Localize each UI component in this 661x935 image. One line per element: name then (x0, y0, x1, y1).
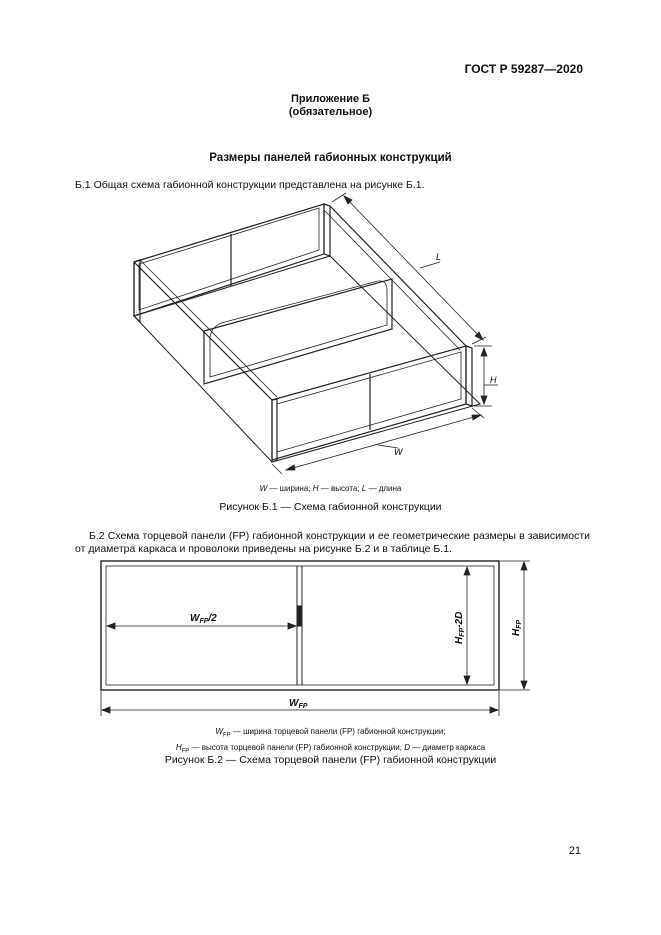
inner-height-label: $H_{FP}-2D$ (454, 611, 466, 644)
left-top-rail-inner (140, 260, 277, 397)
w-dimension-line (286, 415, 481, 470)
middle-diaphragm-inner (210, 281, 387, 377)
h-dimension-label: H (490, 375, 497, 385)
divider-clip (297, 606, 302, 626)
height-arrow-top (521, 562, 527, 570)
w-dimension-label: W (394, 447, 403, 457)
figure1-caption: Рисунок Б.1 — Схема габионной конструкции (219, 501, 442, 513)
figure2-legend (0, 726, 661, 757)
paragraph-b1: Б.1 Общая схема габионной конструкции представлена на рисунке Б.1. (75, 179, 425, 191)
l-leader (420, 262, 440, 268)
paragraph-b2: Б.2 Схема торцевой панели (FP) габионной конструкции и ее геометрические размеры в зависимости от диаметра каркаса и проволоки приведены на рисунке Б.2 и в таблице Б.1. (75, 530, 590, 555)
legend-wfp-text: — ширина торцевой панели (FP) габионной конструкции; (230, 727, 446, 736)
front-panel-outer (272, 346, 466, 460)
end-panel-figure (95, 555, 540, 720)
front-right-post (466, 346, 472, 406)
legend-wfp-sub: FP (222, 732, 231, 739)
legend-d-symbol: D (404, 742, 410, 752)
figure2-legend-line1 (0, 726, 661, 742)
h-arrow-bottom (481, 396, 487, 404)
h-arrow-top (481, 348, 487, 356)
w-arrow-left (286, 465, 295, 470)
legend-wfp-symbol: W (215, 727, 223, 736)
inner-height-arrow-bottom (464, 676, 470, 684)
back-corner-post (324, 204, 330, 256)
legend-l-symbol: L (361, 484, 367, 493)
annex-heading (0, 93, 661, 119)
l-dimension-label: L (436, 252, 442, 262)
left-top-rail (134, 262, 272, 400)
legend-w-symbol: W (259, 484, 268, 493)
l-dimension-line (344, 196, 483, 340)
half-width-label: $W_{FP}/2$ (190, 613, 217, 625)
page-number: 21 (568, 845, 581, 857)
legend-hfp-sub: FP (181, 748, 190, 755)
inner-height-arrow-top (464, 567, 470, 575)
figure2-caption: Рисунок Б.2 — Схема торцевой панели (FP) габионной конструкции (164, 754, 497, 766)
legend-l-text: — длина (366, 484, 402, 493)
back-left-panel-outer (134, 204, 324, 316)
l-extension-top (332, 193, 346, 202)
height-arrow-bottom (521, 681, 527, 689)
width-arrow-left (102, 707, 110, 713)
w-extension-left (272, 464, 282, 474)
half-width-arrow-left (107, 623, 115, 629)
floor-outline (134, 256, 480, 462)
annex-title: Приложение Б (290, 93, 371, 105)
legend-w-text: — ширина; (267, 484, 313, 493)
width-label: $W_{FP}$ (289, 698, 308, 710)
width-arrow-right (490, 707, 498, 713)
half-width-arrow-right (288, 623, 296, 629)
w-arrow-right (472, 415, 481, 420)
gabion-isometric-figure (120, 192, 520, 477)
standard-code: ГОСТ Р 59287—2020 (464, 62, 583, 76)
figure1-legend (0, 484, 661, 493)
front-panel-inner (277, 352, 461, 452)
legend-h-symbol: H (312, 484, 319, 493)
annex-note: (обязательное) (288, 106, 373, 118)
legend-h-text: — высота; (318, 484, 362, 493)
height-label: $H_{FP}$ (511, 619, 523, 636)
legend-d-text: — диаметр каркаса (409, 742, 486, 752)
legend-hfp-text: — высота торцевой панели (FP) габионной конструкции, (189, 742, 405, 752)
section-title: Размеры панелей габионных конструкций (209, 152, 452, 164)
front-left-post (272, 399, 277, 462)
legend-hfp-symbol: H (175, 742, 182, 752)
